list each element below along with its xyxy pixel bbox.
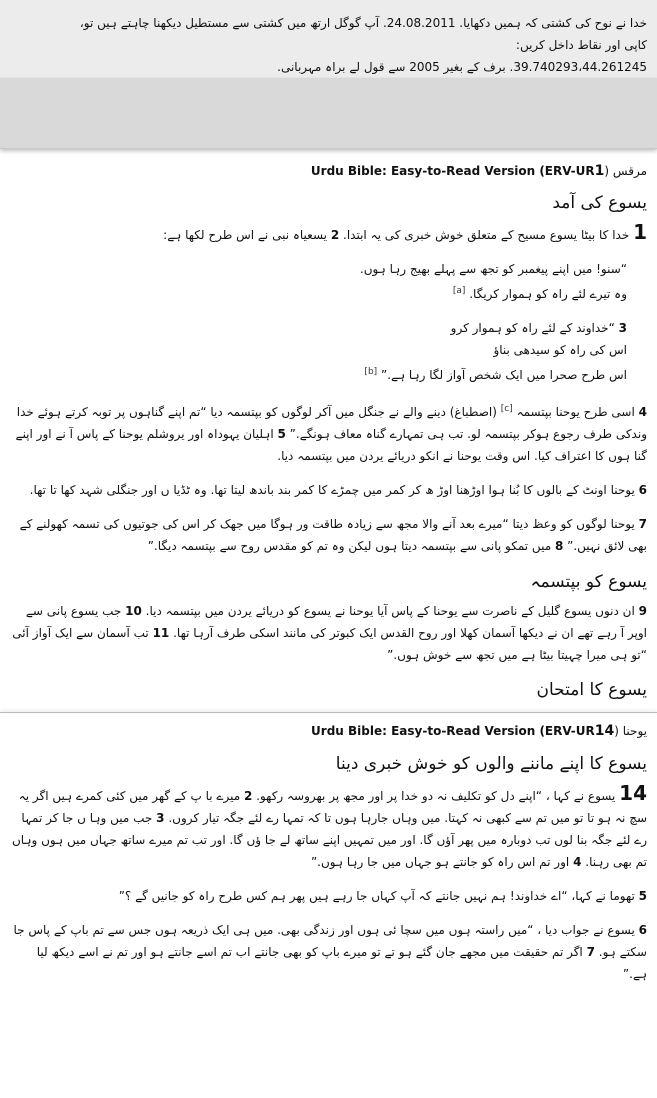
verse-number: 9 — [638, 604, 647, 618]
poetry-text: اس طرح صحرا میں ایک شخص آواز لگا رہا ہے.” — [381, 368, 627, 382]
verse-text: اسی طرح یوحنا بپتسمہ — [516, 405, 635, 419]
verse — [10, 398, 647, 467]
top-note — [0, 0, 657, 78]
verse-number: 2 — [243, 789, 253, 803]
poetry-line: “سنو! میں اپنے پیغمبر کو تجھ سے پہلے بھیج رہا ہوں. — [359, 262, 627, 276]
verse-text: یوحنا لوگوں کو وعظ دیتا “میرے بعد آنے والا مجھ سے زیادہ طاقت ور ہوگا میں جھک کر اس کی جوتیوں کی تسمہ کھولنے کے بھی لائق نہیں.” — [19, 517, 647, 553]
verse-number: 2 — [330, 228, 340, 242]
chapter-number: 14 — [594, 723, 615, 739]
chapter-number: 1 — [594, 163, 605, 179]
verse-number: 7 — [638, 517, 647, 531]
verse-text: یوحنا اونٹ کے بالوں کا بُنا ہوا اوڑھنا اوڑ ھ کر کمر میں چمڑے کا کمر بند باندھ لیتا تھا. وہ ٹڈیا ں اور جنگلی شہد کھا تا تھا. — [29, 483, 635, 497]
verse-number: 7 — [586, 945, 595, 959]
verse-text: یسوع نے کہا ، “اپنے دل کو تکلیف نہ دو خدا پر اور مجھ پر بھروسہ رکھو. — [256, 789, 616, 803]
verse-text: اگر تم حقیقت میں مجھے جان گئے ہو تے تو میرے باپ کو بھی جانتے اب تم اسے جانتے ہو اور تم نے اسے دیکھ لیا ہے.” — [36, 945, 647, 981]
verse-number: 3 — [618, 321, 627, 335]
verse-text: ان دنوں یسوع گلیل کے ناصرت سے یوحنا کے پاس آیا یوحنا نے یسوع کو دریائے یردن میں بپتسمہ دیا. — [145, 604, 635, 618]
verse-text: اور تم اس راہ کو جانتے ہو جہاں میں جا رہا ہوں.” — [310, 855, 570, 869]
gray-band — [0, 78, 657, 149]
section-heading: یسوع کا اپنے ماننے والوں کو خوش خبری دینا — [335, 754, 647, 774]
poetry-text: وہ تیرے لئے راہ کو ہموار کریگا. — [469, 287, 627, 301]
verse-number: 5 — [638, 889, 647, 903]
john-section — [0, 723, 657, 985]
verse-number: 8 — [554, 539, 564, 553]
footnote-link[interactable]: [b] — [364, 367, 378, 377]
verse — [10, 885, 647, 907]
verse-text: خدا کا بیٹا یسوع مسیح کے متعلق خوش خبری کی یہ ابتدا. — [343, 228, 630, 242]
verse-text: تھوما نے کہا، “اے خداوند! ہم نہیں جانتے کہ آپ کہاں جا رہے ہیں پھر ہم کس طرح راہ کو جانیں گے ؟” — [118, 889, 635, 903]
poetry-line: اس کی راہ کو سیدھی بناؤ — [493, 343, 627, 357]
chapter-number-large: 14 — [619, 781, 647, 805]
poetry-line — [10, 361, 627, 386]
footnote-link[interactable]: [a] — [452, 286, 466, 296]
verse-text: یسعیاہ نبی نے اس طرح لکھا ہے: — [163, 228, 327, 242]
verse-text: جب یسوع پانی سے اوپر آ رہے تھے ان نے دیکھا آسمان کھلا اور روح القدس ایک کبوتر کی مانند اسکی طرف آرہا تھا. — [25, 604, 647, 640]
footnote-link[interactable]: [c] — [500, 404, 513, 414]
top-note-line: کاپی اور نقاط داخل کریں: — [515, 38, 647, 52]
verse-text: اہلیان یہوداہ اور یروشلم یوحنا کے پاس آ نے اور اپنے گنا ہوں کا اعتراف کیا. اس وقت یوحنا نے انکو دریائے یردن میں بپتسمہ دیا. — [15, 427, 647, 463]
book-name: مرقس — [612, 164, 647, 178]
poetry-block — [10, 258, 647, 305]
verse-text: میں تمکو پانی سے بپتسمہ دیتا ہوں لیکن وہ تم کو مقدس روح سے بپتسمہ دیگا.” — [147, 539, 552, 553]
verse-number: 5 — [277, 427, 286, 441]
verse-number: 10 — [125, 604, 142, 618]
mark-section — [0, 163, 657, 700]
verse-number: 3 — [156, 811, 165, 825]
passage-reference: مرقس Urdu Bible: Easy-to-Read Version (ERV-UR1) — [310, 163, 647, 179]
section-heading: یسوع کی آمد — [552, 193, 647, 213]
section-divider — [0, 712, 657, 713]
top-note-line: خدا نے نوح کی کشتی کہ ہمیں دکھایا. 24.08.2011. آپ گوگل ارتھ میں کشتی سے مستطیل دیکھنا چاہتے ہیں تو، — [79, 16, 647, 30]
verse — [10, 221, 647, 246]
verse-text: (اصطباغ) دینے والے نے جنگل میں آکر لوگوں کو بپتسمہ دیا “تم اپنے گناہوں پر توبہ کرتے ہوئے خدا وندکی طرف رجوع ہوکر بپتسمہ لو. تب ہی تمہارے گناہ معاف ہونگے.” — [16, 405, 647, 441]
poetry-text: “خداوند کے لئے راہ کو ہموار کرو — [450, 321, 615, 335]
verse-text: یسوع نے جواب دیا ، “میں راستہ ہوں میں سچا ئی ہوں اور زندگی بھی. میں ہی ایک ذریعہ ہوں جس سے تم باپ کے پاس جا سکتے ہو. — [13, 923, 647, 959]
verse — [10, 479, 647, 501]
book-name: یوحنا — [622, 724, 647, 738]
top-note-line: 39.740293،44.261245. برف کے بغیر 2005 سے قول لے براہ مہربانی. — [277, 60, 647, 74]
verse-number: 6 — [638, 923, 647, 937]
verse — [10, 600, 647, 666]
verse — [10, 782, 647, 873]
version-name: Urdu Bible: Easy-to-Read Version (ERV-UR — [310, 164, 595, 178]
verse-number: 4 — [638, 405, 647, 419]
section-heading: یسوع کا امتحان — [536, 680, 647, 700]
verse-number: 4 — [573, 855, 582, 869]
version-name: Urdu Bible: Easy-to-Read Version (ERV-UR — [311, 724, 595, 738]
poetry-line — [10, 280, 627, 305]
chapter-number-large: 1 — [633, 220, 647, 244]
verse — [10, 513, 647, 557]
verse-number: 6 — [638, 483, 647, 497]
verse-text: جب میں وہا ں جا کر تمہا رے لئے جگہ بنا لوں تب دوبارہ میں پھر آؤں گا. اور میں تمہیں اپنے ساتھ لے جا ؤں گا. اور تب تم میرے ساتھ جہاں میں ہوں وہاں تم بھی رہنا. — [11, 811, 647, 869]
verse-number: 11 — [152, 626, 170, 640]
poetry-block — [10, 317, 647, 386]
poetry-line — [10, 317, 627, 339]
section-heading: یسوع کو بپتسمہ — [530, 572, 647, 592]
passage-reference: یوحنا Urdu Bible: Easy-to-Read Version (ERV-UR14) — [311, 723, 647, 739]
verse-text: میرے با پ کے گھر میں کئی کمرے ہیں اگر یہ سچ نہ ہو تا تو میں تم سے کبھی نہ کہتا. میں وہاں جارہا ہوں تا کہ تمہا رے لئے جگہ تیار کروں. — [18, 789, 647, 825]
verse-text: تب آسمان سے ایک آواز آئی “تو ہی میرا چہیتا بیٹا ہے میں تجھ سے خوش ہوں.” — [12, 626, 647, 662]
verse — [10, 919, 647, 985]
